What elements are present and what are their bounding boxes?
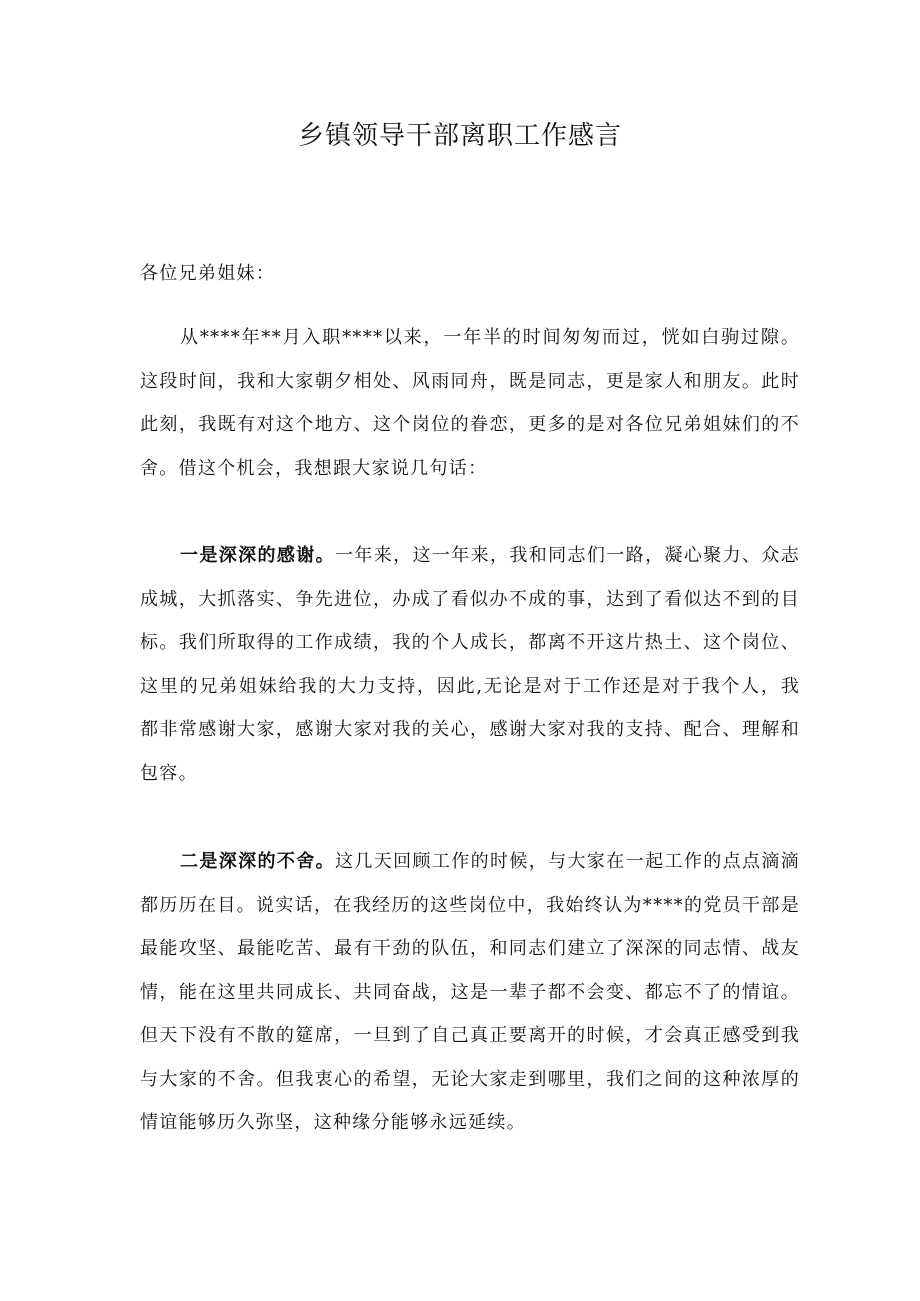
paragraph-text: 一年来，这一年来，我和同志们一路，凝心聚力、众志成城，大抓落实、争先进位，办成了看似办不成的事，达到了看似达不到的目标。我们所取得的工作成绩，我的个人成长，都离不开这片热土、这个岗位、这里的兄弟姐妹给我的大力支持，因此,无论是对于工作还是对于我个人，我都非常感谢大家，感谢大家对我的关心，感谢大家对我的支持、配合、理解和包容。: [140, 545, 801, 784]
paragraph-lead: 二是深深的不舍。: [180, 851, 336, 872]
paragraph-text: 从****年**月入职****以来，一年半的时间匆匆而过，恍如白驹过隙。这段时间，我和大家朝夕相处、风雨同舟，既是同志，更是家人和朋友。此时此刻，我既有对这个地方、这个岗位的眷恋，更多的是对各位兄弟姐妹们的不舍。借这个机会，我想跟大家说几句话：: [140, 327, 800, 479]
salutation: 各位兄弟姐妹：: [140, 263, 276, 284]
paragraph-thanks: [140, 534, 800, 795]
paragraph-lead: 一是深深的感谢。: [180, 545, 336, 566]
paragraph-reluctance: [140, 840, 800, 1145]
document-title: 乡镇领导干部离职工作感言: [297, 121, 622, 151]
paragraph-intro: [140, 316, 800, 490]
paragraph-text: 这几天回顾工作的时候，与大家在一起工作的点点滴滴都历历在目。说实话，在我经历的这些岗位中，我始终认为****的党员干部是最能攻坚、最能吃苦、最有干劲的队伍，和同志们建立了深深的同志情、战友情，能在这里共同成长、共同奋战，这是一辈子都不会变、都忘不了的情谊。但天下没有不散的筵席，一旦到了自己真正要离开的时候，才会真正感受到我与大家的不舍。但我衷心的希望，无论大家走到哪里，我们之间的这种浓厚的情谊能够历久弥坚，这种缘分能够永远延续。: [140, 851, 801, 1133]
